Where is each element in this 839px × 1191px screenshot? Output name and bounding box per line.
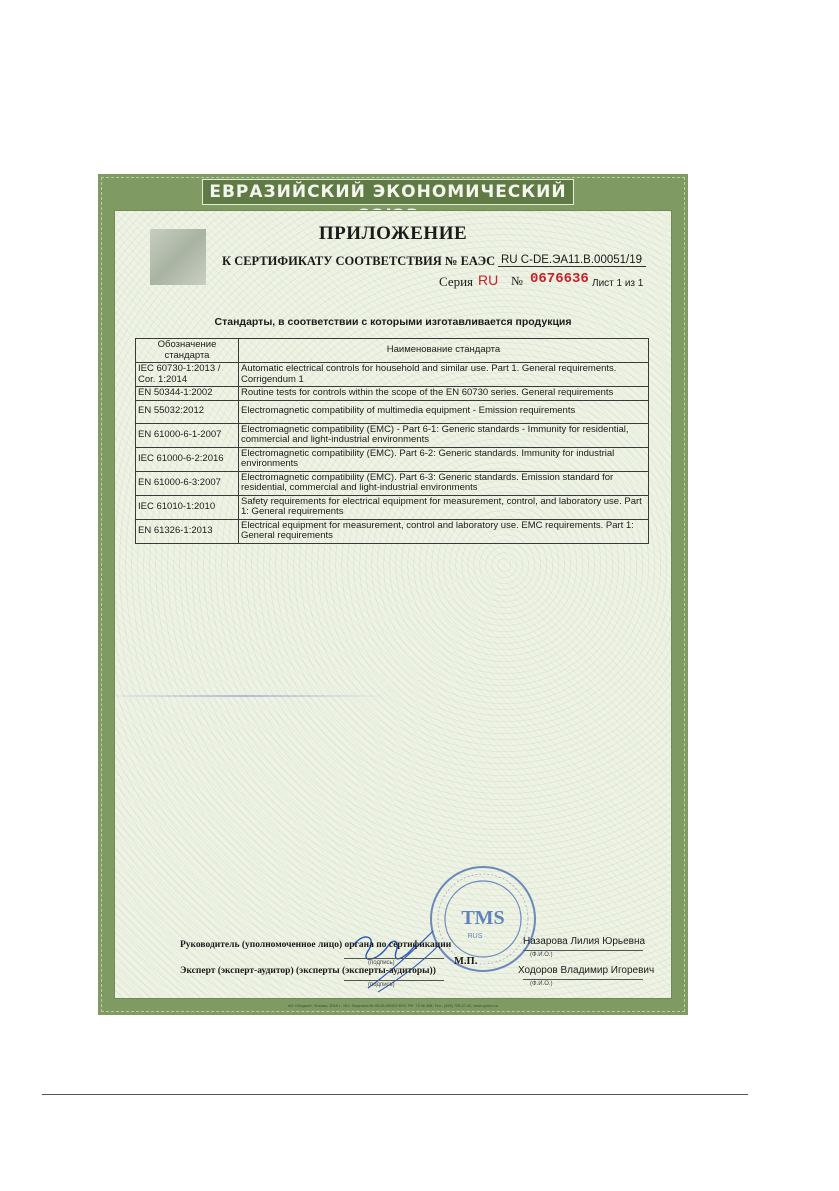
table-row xyxy=(136,400,649,423)
standards-table xyxy=(135,338,649,544)
column-header-code: Обозначение стандарта xyxy=(136,339,239,363)
signature-scribble xyxy=(338,926,458,996)
standards-heading: Стандарты, в соответствии с которыми изготавливается продукция xyxy=(214,316,572,328)
expert-label: Эксперт (эксперт-аудитор) (эксперты (эксперты-аудиторы)) xyxy=(180,966,436,976)
stamp-subtext: RUS xyxy=(467,933,483,940)
expert-signature-caption: (подпись) xyxy=(368,982,395,988)
table-header-row xyxy=(136,339,649,363)
head-signature-caption: (подпись) xyxy=(368,960,395,966)
column-header-name: Наименование стандарта xyxy=(239,339,649,363)
standard-name: Electromagnetic compatibility of multimedia equipment - Emission requirements xyxy=(239,400,649,423)
head-name-caption: (Ф.И.О.) xyxy=(530,952,553,958)
number-label: № xyxy=(511,274,523,288)
head-name-line xyxy=(523,950,643,951)
expert-name-line xyxy=(523,979,643,980)
page-footer-rule xyxy=(42,1094,748,1095)
head-of-body-label: Руководитель (уполномоченное лицо) органа по сертификации xyxy=(180,940,452,950)
standard-code: EN 61326-1:2013 xyxy=(136,519,239,543)
head-person-name: Назарова Лилия Юрьевна xyxy=(523,936,646,947)
certificate-subtitle: К СЕРТИФИКАТУ СООТВЕТСТВИЯ № ЕАЭС xyxy=(222,254,496,268)
union-banner: ЕВРАЗИЙСКИЙ ЭКОНОМИЧЕСКИЙ xyxy=(202,179,574,205)
table-row xyxy=(136,471,649,495)
scan-artifact xyxy=(98,695,388,697)
standard-name: Electromagnetic compatibility (EMC) - Part 6-1: Generic standards - Immunity for residential, commercial and light-industrial environments xyxy=(239,423,649,447)
standard-name: Safety requirements for electrical equipment for measurement, control, and laboratory use. Part 1: General requirements xyxy=(239,495,649,519)
certificate-number: RU C-DE.ЭА11.В.00051/19 xyxy=(498,254,646,267)
expert-name-caption: (Ф.И.О.) xyxy=(530,981,553,987)
standard-name: Electrical equipment for measurement, control and laboratory use. EMC requirements. Part 1: General requirements xyxy=(239,519,649,543)
standard-name: Electromagnetic compatibility (EMC). Part 6-3: Generic standards. Emission standard for residential, commercial and light-industrial environments xyxy=(239,471,649,495)
serial-number: 0676636 xyxy=(530,271,589,287)
series-value: RU xyxy=(478,272,499,288)
standard-code: IEC 61000-6-2:2016 xyxy=(136,447,239,471)
standard-code: EN 55032:2012 xyxy=(136,400,239,423)
sheet-count: Лист 1 из 1 xyxy=(592,278,644,289)
series-label: Серия xyxy=(439,274,474,289)
standard-code: IEC 61010-1:2010 xyxy=(136,495,239,519)
standard-name: Routine tests for controls within the scope of the EN 60730 series. General requirements xyxy=(239,387,649,401)
expert-signature-line xyxy=(344,980,444,981)
seal-place-label: М.П. xyxy=(454,956,478,967)
standard-code: IEC 60730-1:2013 / Cor. 1:2014 xyxy=(136,363,239,387)
standard-code: EN 50344-1:2002 xyxy=(136,387,239,401)
table-row xyxy=(136,363,649,387)
document-title: ПРИЛОЖЕНИЕ xyxy=(318,223,468,244)
stamp-text: TMS xyxy=(461,907,505,929)
standard-code: EN 61000-6-3:2007 xyxy=(136,471,239,495)
table-row xyxy=(136,519,649,543)
expert-person-name: Ходоров Владимир Игоревич xyxy=(518,965,655,976)
table-row xyxy=(136,387,649,401)
table-row xyxy=(136,447,649,471)
standard-code: EN 61000-6-1-2007 xyxy=(136,423,239,447)
table-row xyxy=(136,495,649,519)
standard-name: Electromagnetic compatibility (EMC). Part 6-2: Generic standards. Immunity for industrial environments xyxy=(239,447,649,471)
table-row xyxy=(136,423,649,447)
standard-name: Automatic electrical controls for household and similar use. Part 1. General requirements. Corrigendum 1 xyxy=(239,363,649,387)
certificate-body xyxy=(114,210,672,999)
certificate-sheet xyxy=(98,174,688,1015)
head-signature-line xyxy=(344,958,444,959)
printer-footer: АО «Опцион», Москва, 2018 г., «Б». Лицензия № 05-05-09/003 ФНС РФ. ТЗ № 368. Тел.: (495) 726-47-42, www.opcion.ru xyxy=(287,1004,499,1008)
